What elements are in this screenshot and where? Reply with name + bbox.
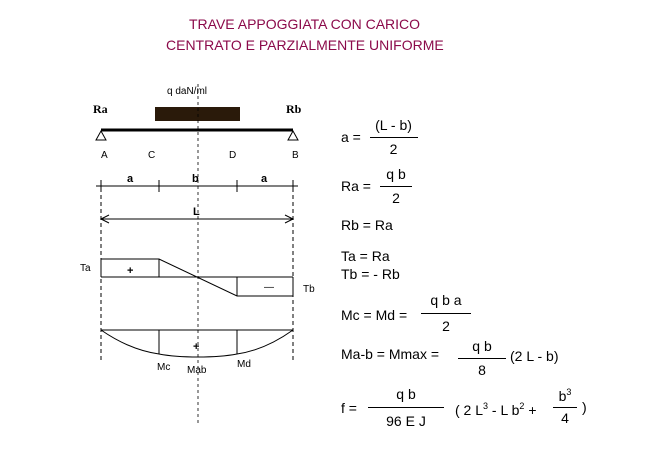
formula-mc-num: q b a (430, 292, 462, 308)
formula-mab-tail: (2 L - b) (510, 348, 559, 364)
moment-label-mc: Mc (157, 362, 171, 373)
formula-a-num: (L - b) (375, 117, 412, 133)
point-a: A (101, 150, 108, 161)
title-line-1: TRAVE APPOGGIATA CON CARICO (189, 16, 421, 32)
formula-f-bracket: ( 2 $L^3$ - L $b^2$ + (455, 401, 537, 418)
distributed-load-block (155, 107, 240, 121)
title-line-2: CENTRATO E PARZIALMENTE UNIFORME (166, 37, 444, 53)
dim-a-right: a (261, 173, 268, 185)
formula-f-lhs: f = (341, 400, 357, 416)
formula-f-inner-bar (553, 407, 577, 408)
support-left-icon (96, 131, 106, 140)
load-label: q daN/ml (167, 86, 208, 97)
moment-plus: + (193, 341, 200, 353)
dim-b: b (192, 173, 199, 185)
moment-label-mab: Mab (187, 365, 207, 376)
formula-a-bar (370, 137, 418, 138)
shear-label-ta: Ta (80, 263, 91, 274)
formula-f-inner-num: $b^3$ (558, 387, 572, 404)
formula-f-inner-den: 4 (561, 410, 569, 426)
formula-mc-lhs: Mc = Md = (341, 307, 408, 323)
dim-a-left: a (127, 173, 134, 185)
formula-ra-den: 2 (392, 190, 400, 206)
support-right-icon (288, 131, 298, 140)
moment-label-md: Md (237, 359, 251, 370)
formula-mab-lhs: Ma-b = Mmax = (341, 346, 440, 362)
formula-f-close: ) (582, 399, 587, 415)
formula-mab-num: q b (472, 338, 492, 354)
formula-f-den: 96 E J (386, 413, 426, 429)
reaction-label-b: Rb (286, 102, 302, 116)
formula-a-den: 2 (389, 141, 398, 157)
point-c: C (148, 150, 156, 161)
formula-tb: Tb = - Rb (341, 266, 400, 282)
formula-mc-bar (421, 313, 471, 314)
point-b: B (292, 150, 299, 161)
dim-l: L (193, 206, 200, 218)
formula-ra-bar (380, 186, 412, 187)
formula-mab-bar (458, 358, 506, 359)
formula-ra-lhs: Ra = (341, 178, 371, 194)
shear-minus: — (264, 282, 274, 293)
formula-mab-den: 8 (478, 362, 486, 378)
shear-label-tb: Tb (303, 284, 315, 295)
formula-ra-num: q b (386, 166, 406, 182)
point-d: D (229, 150, 237, 161)
formula-f-num: q b (396, 386, 416, 402)
reaction-label-a: Ra (93, 102, 108, 116)
formula-mc-den: 2 (442, 318, 450, 334)
formula-a-lhs: a = (341, 129, 361, 145)
formula-rb: Rb = Ra (341, 217, 393, 233)
formula-ta: Ta = Ra (341, 248, 390, 264)
formula-f-bar (368, 407, 444, 408)
shear-plus: + (127, 265, 134, 277)
